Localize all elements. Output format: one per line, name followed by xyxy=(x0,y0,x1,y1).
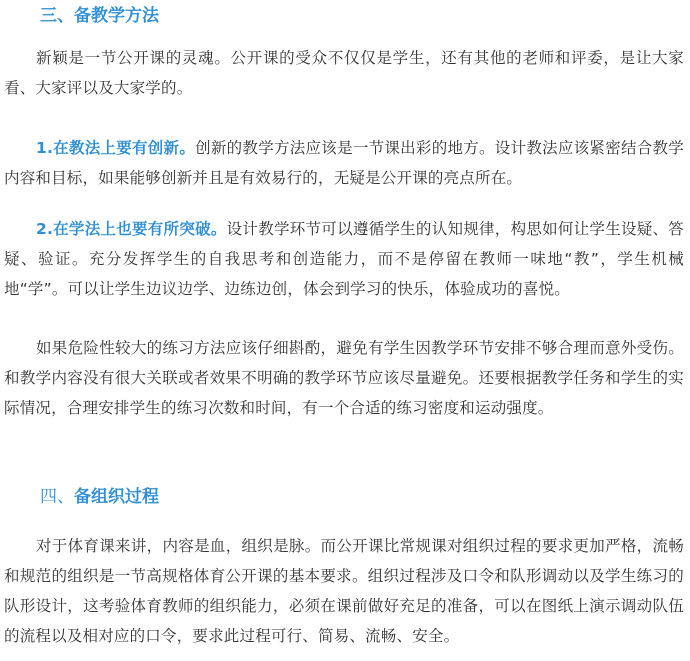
section-3-point-1 xyxy=(4,133,684,193)
section-3-risk-paragraph: 如果危险性较大的练习方法应该仔细斟酌，避免有学生因教学环节安排不够合理而意外受伤。和教学内容没有很大关联或者效果不明确的教学环节应该尽量避免。还要根据教学任务和学生的实际情况，合理安排学生的练习次数和时间，有一个合适的练习密度和运动强度。 xyxy=(4,339,684,417)
point-2-lead: 2.在学法上也要有所突破。 xyxy=(36,220,227,238)
section-4-paragraph: 对于体育课来讲，内容是血，组织是脉。而公开课比常规课对组织过程的要求更加严格，流畅和规范的组织是一节高规格体育公开课的基本要求。组织过程涉及口令和队形调动以及学生练习的队形设计，这考验体育教师的组织能力，必须在课前做好充足的准备，可以在图纸上演示调动队伍的流程以及相对应的口令，要求此过程可行、简易、流畅、安全。 xyxy=(4,537,684,645)
section-4-title-main: 备组织过程 xyxy=(74,487,159,507)
point-1-text: 创新的教学方法应该是一节课出彩的地方。设计教法应该紧密结合教学内容和目标，如果能够创新并且是有效易行的，无疑是公开课的亮点所在。 xyxy=(4,139,685,187)
point-2-text: 设计教学环节可以遵循学生的认知规律，构思如何让学生设疑、答疑、验证。充分发挥学生的自我思考和创造能力，而不是停留在教师一味地“教”，学生机械地“学”。可以让学生边议边学、边练边创，体会到学习的快乐，体验成功的喜悦。 xyxy=(4,220,684,298)
section-3-title: 三、备教学方法 xyxy=(40,6,159,26)
section-3-intro: 新颖是一节公开课的灵魂。公开课的受众不仅仅是学生，还有其他的老师和评委，是让大家看、大家评以及大家学的。 xyxy=(4,49,684,97)
point-1-lead: 1.在教法上要有创新。 xyxy=(36,139,196,157)
section-4-title-prefix: 四、 xyxy=(40,487,74,507)
section-3-point-2 xyxy=(4,214,684,304)
section-4-title xyxy=(4,485,159,509)
